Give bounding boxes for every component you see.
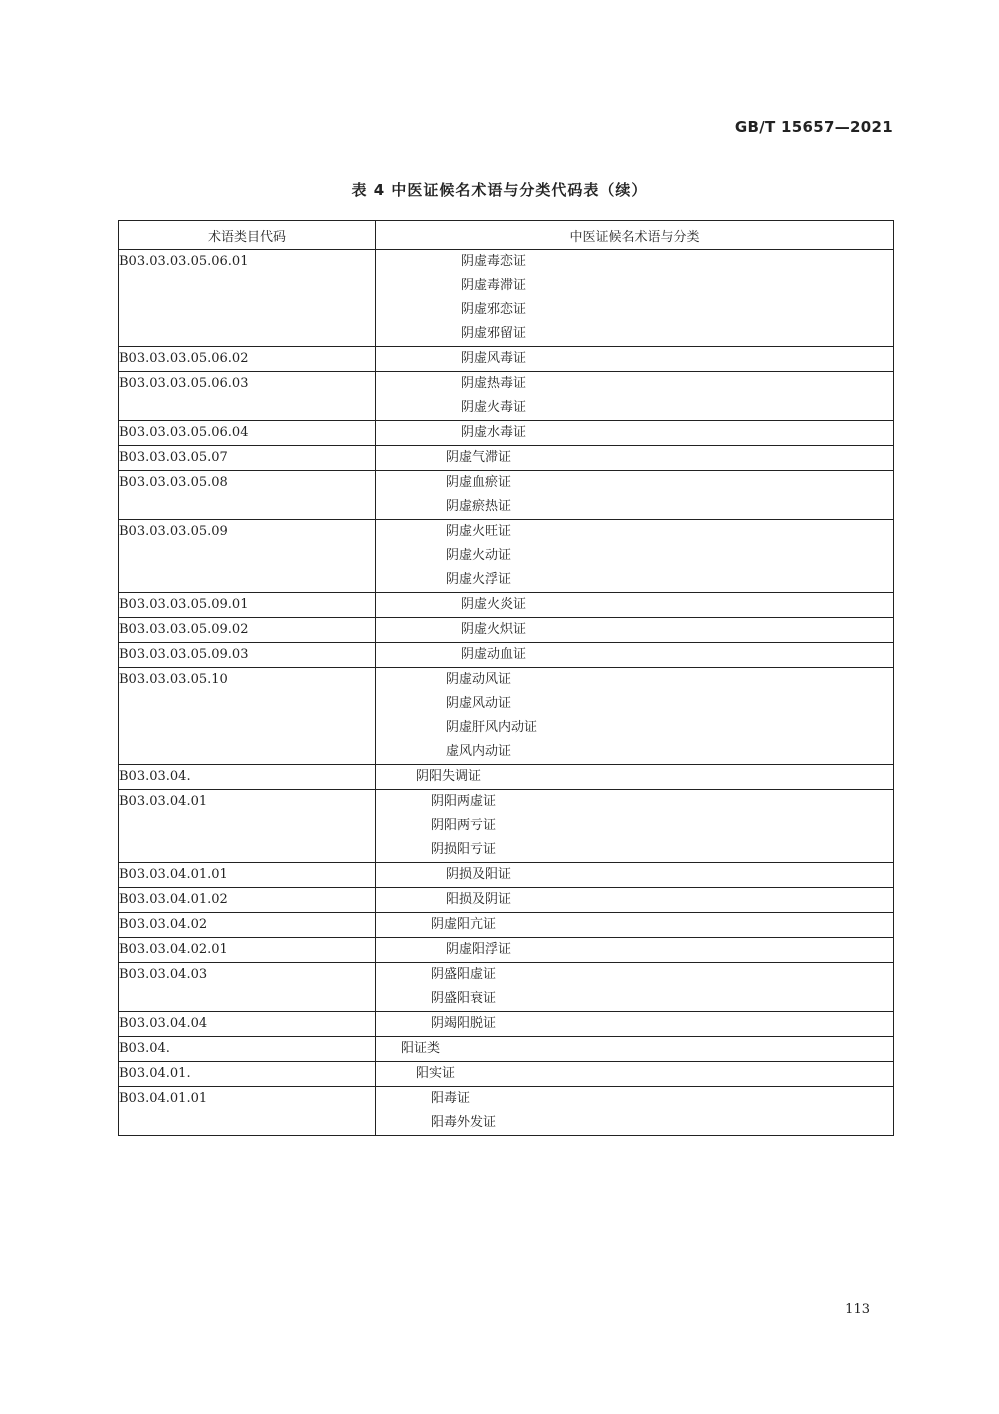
category-code-cell: B03.03.03.05.06.01 <box>119 250 376 347</box>
category-code-cell: B03.03.03.05.09.03 <box>119 643 376 668</box>
syndrome-term: 阴虚火浮证 <box>446 572 512 587</box>
table-row <box>119 913 894 938</box>
syndrome-term: 阳证类 <box>401 1041 441 1056</box>
syndrome-term: 阴虚火旺证 <box>446 524 512 539</box>
category-code-cell: B03.03.04. <box>119 765 376 790</box>
table-row <box>119 618 894 643</box>
syndrome-terms-cell <box>376 421 894 446</box>
table-row <box>119 888 894 913</box>
syndrome-term: 阴虚动血证 <box>461 647 527 662</box>
syndrome-terms-cell <box>376 1012 894 1037</box>
syndrome-term: 阴阳两虚证 <box>431 794 497 809</box>
table-row <box>119 938 894 963</box>
syndrome-term: 阴虚邪恋证 <box>461 302 527 317</box>
syndrome-terms-cell <box>376 1087 894 1136</box>
column-header-code: 术语类目代码 <box>119 221 376 250</box>
syndrome-term: 阴阳失调证 <box>416 769 482 784</box>
category-code-cell: B03.03.03.05.09.02 <box>119 618 376 643</box>
syndrome-terms-cell <box>376 347 894 372</box>
syndrome-terms-cell <box>376 668 894 765</box>
terms-table <box>118 220 894 1136</box>
syndrome-term: 阴虚火毒证 <box>461 400 527 415</box>
table-row <box>119 790 894 863</box>
category-code-cell: B03.04.01. <box>119 1062 376 1087</box>
syndrome-term: 阳毒证 <box>431 1091 471 1106</box>
table-title: 表 4 中医证候名术语与分类代码表（续） <box>351 181 648 199</box>
syndrome-term: 阴盛阳衰证 <box>431 991 497 1006</box>
category-code-cell: B03.03.03.05.07 <box>119 446 376 471</box>
table-row <box>119 863 894 888</box>
table-row <box>119 471 894 520</box>
category-code-cell: B03.04. <box>119 1037 376 1062</box>
syndrome-term: 阴虚邪留证 <box>461 326 527 341</box>
syndrome-terms-cell <box>376 471 894 520</box>
syndrome-term: 阴虚气滞证 <box>446 450 512 465</box>
table-row <box>119 250 894 347</box>
table-row <box>119 643 894 668</box>
category-code-cell: B03.04.01.01 <box>119 1087 376 1136</box>
syndrome-term: 阴虚火炎证 <box>461 597 527 612</box>
syndrome-term: 阴虚阳浮证 <box>446 942 512 957</box>
category-code-cell: B03.03.04.01.02 <box>119 888 376 913</box>
syndrome-term: 阴虚风动证 <box>446 696 512 711</box>
syndrome-term: 阴虚阳亢证 <box>431 917 497 932</box>
syndrome-terms-cell <box>376 643 894 668</box>
syndrome-term: 阴虚肝风内动证 <box>446 720 538 735</box>
table-row <box>119 347 894 372</box>
table-row <box>119 963 894 1012</box>
syndrome-terms-cell <box>376 790 894 863</box>
syndrome-term: 阴阳两亏证 <box>431 818 497 833</box>
category-code-cell: B03.03.03.05.09.01 <box>119 593 376 618</box>
syndrome-term: 阴虚毒滞证 <box>461 278 527 293</box>
table-header-row <box>119 221 894 250</box>
standard-code: GB/T 15657—2021 <box>734 118 893 136</box>
category-code-cell: B03.03.04.02 <box>119 913 376 938</box>
syndrome-term: 阴虚风毒证 <box>461 351 527 366</box>
syndrome-terms-cell <box>376 593 894 618</box>
syndrome-term: 阴虚水毒证 <box>461 425 527 440</box>
syndrome-terms-cell <box>376 372 894 421</box>
syndrome-term: 阴虚动风证 <box>446 672 512 687</box>
syndrome-terms-cell <box>376 250 894 347</box>
category-code-cell: B03.03.03.05.06.02 <box>119 347 376 372</box>
syndrome-terms-cell <box>376 913 894 938</box>
category-code-cell: B03.03.03.05.06.04 <box>119 421 376 446</box>
category-code-cell: B03.03.04.01 <box>119 790 376 863</box>
table-row <box>119 1037 894 1062</box>
syndrome-term: 阳损及阴证 <box>446 892 512 907</box>
syndrome-terms-cell <box>376 618 894 643</box>
table-row <box>119 593 894 618</box>
syndrome-term: 阴虚火动证 <box>446 548 512 563</box>
syndrome-term: 阴竭阳脱证 <box>431 1016 497 1031</box>
category-code-cell: B03.03.04.02.01 <box>119 938 376 963</box>
table-row <box>119 446 894 471</box>
table-row <box>119 1087 894 1136</box>
column-header-terms: 中医证候名术语与分类 <box>376 221 894 250</box>
category-code-cell: B03.03.04.01.01 <box>119 863 376 888</box>
syndrome-terms-cell <box>376 446 894 471</box>
table-row <box>119 668 894 765</box>
syndrome-term: 阴虚火炽证 <box>461 622 527 637</box>
syndrome-term: 阳毒外发证 <box>431 1115 497 1130</box>
table-row <box>119 421 894 446</box>
syndrome-terms-cell <box>376 888 894 913</box>
table-row <box>119 1062 894 1087</box>
syndrome-terms-cell <box>376 765 894 790</box>
table-row <box>119 1012 894 1037</box>
syndrome-term: 虚风内动证 <box>446 744 512 759</box>
category-code-cell: B03.03.03.05.08 <box>119 471 376 520</box>
category-code-cell: B03.03.03.05.09 <box>119 520 376 593</box>
syndrome-term: 阴盛阳虚证 <box>431 967 497 982</box>
category-code-cell: B03.03.03.05.06.03 <box>119 372 376 421</box>
syndrome-terms-cell <box>376 963 894 1012</box>
syndrome-term: 阴损及阳证 <box>446 867 512 882</box>
syndrome-term: 阴虚瘀热证 <box>446 499 512 514</box>
category-code-cell: B03.03.04.03 <box>119 963 376 1012</box>
syndrome-terms-cell <box>376 520 894 593</box>
syndrome-terms-cell <box>376 1037 894 1062</box>
syndrome-term: 阴虚毒恋证 <box>461 254 527 269</box>
syndrome-term: 阳实证 <box>416 1066 456 1081</box>
syndrome-terms-cell <box>376 1062 894 1087</box>
table-row <box>119 372 894 421</box>
syndrome-term: 阴虚血瘀证 <box>446 475 512 490</box>
page-number: 113 <box>845 1302 870 1317</box>
syndrome-term: 阴损阳亏证 <box>431 842 497 857</box>
table-row <box>119 765 894 790</box>
syndrome-terms-cell <box>376 863 894 888</box>
category-code-cell: B03.03.03.05.10 <box>119 668 376 765</box>
syndrome-term: 阴虚热毒证 <box>461 376 527 391</box>
table-body <box>119 250 894 1136</box>
table-row <box>119 520 894 593</box>
syndrome-terms-cell <box>376 938 894 963</box>
category-code-cell: B03.03.04.04 <box>119 1012 376 1037</box>
